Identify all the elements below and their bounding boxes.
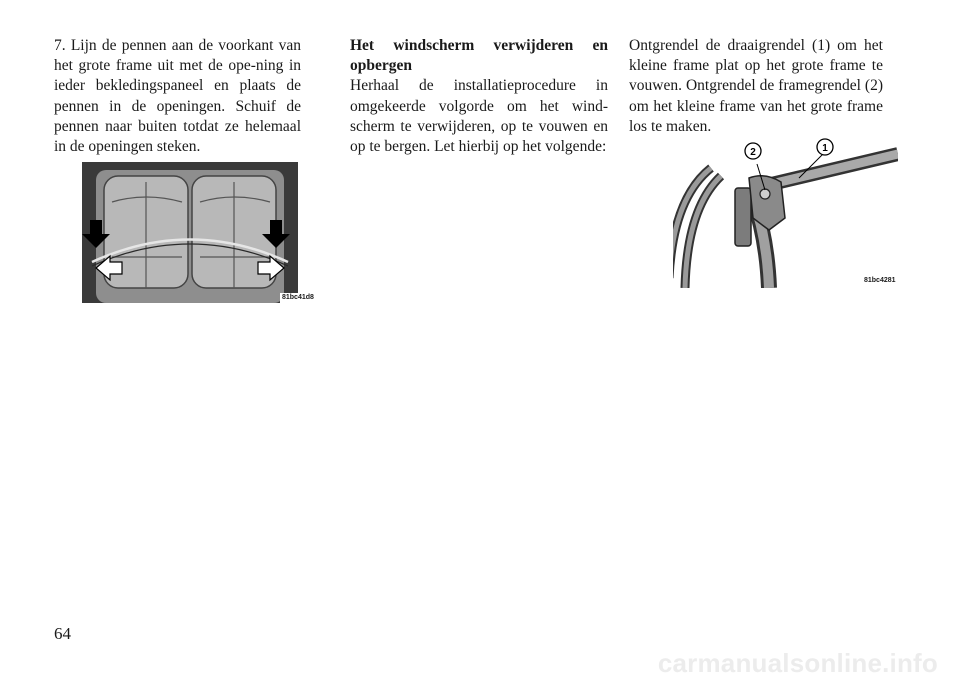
figure-rear-seat-pins xyxy=(82,162,298,303)
page-number: 64 xyxy=(54,624,71,643)
column-right xyxy=(629,36,883,137)
latch-paragraph: Ontgrendel de draaigrendel (1) om het kleine frame plat op het grote frame te vouwen. Ontgrendel de framegrendel (2) om het kleine frame van het grote frame los te maken. xyxy=(629,37,883,135)
callout-1: 1 xyxy=(822,143,828,154)
figure-frame-latches xyxy=(673,138,898,288)
step-7-paragraph: 7. Lijn de pennen aan de voorkant van het grote frame uit met de ope-ning in ieder bekledingspaneel en plaats de pennen in de openingen. Schuif de pennen naar buiten totdat ze helemaal in de openingen steken. xyxy=(54,37,301,156)
column-middle xyxy=(350,36,608,157)
figure-code-left: 81bc41d8 xyxy=(282,294,314,301)
figure-code-right: 81bc4281 xyxy=(864,277,896,284)
column-left xyxy=(54,36,301,157)
section-paragraph: Herhaal de installatieprocedure in omgekeerde volgorde om het wind-scherm te verwijderen, op te vouwen en op te bergen. Let hierbij op het volgende: xyxy=(350,77,608,156)
watermark: carmanualsonline.info xyxy=(657,648,938,678)
section-heading: Het windscherm verwijderen en opbergen xyxy=(350,37,608,75)
callout-2: 2 xyxy=(750,147,756,158)
